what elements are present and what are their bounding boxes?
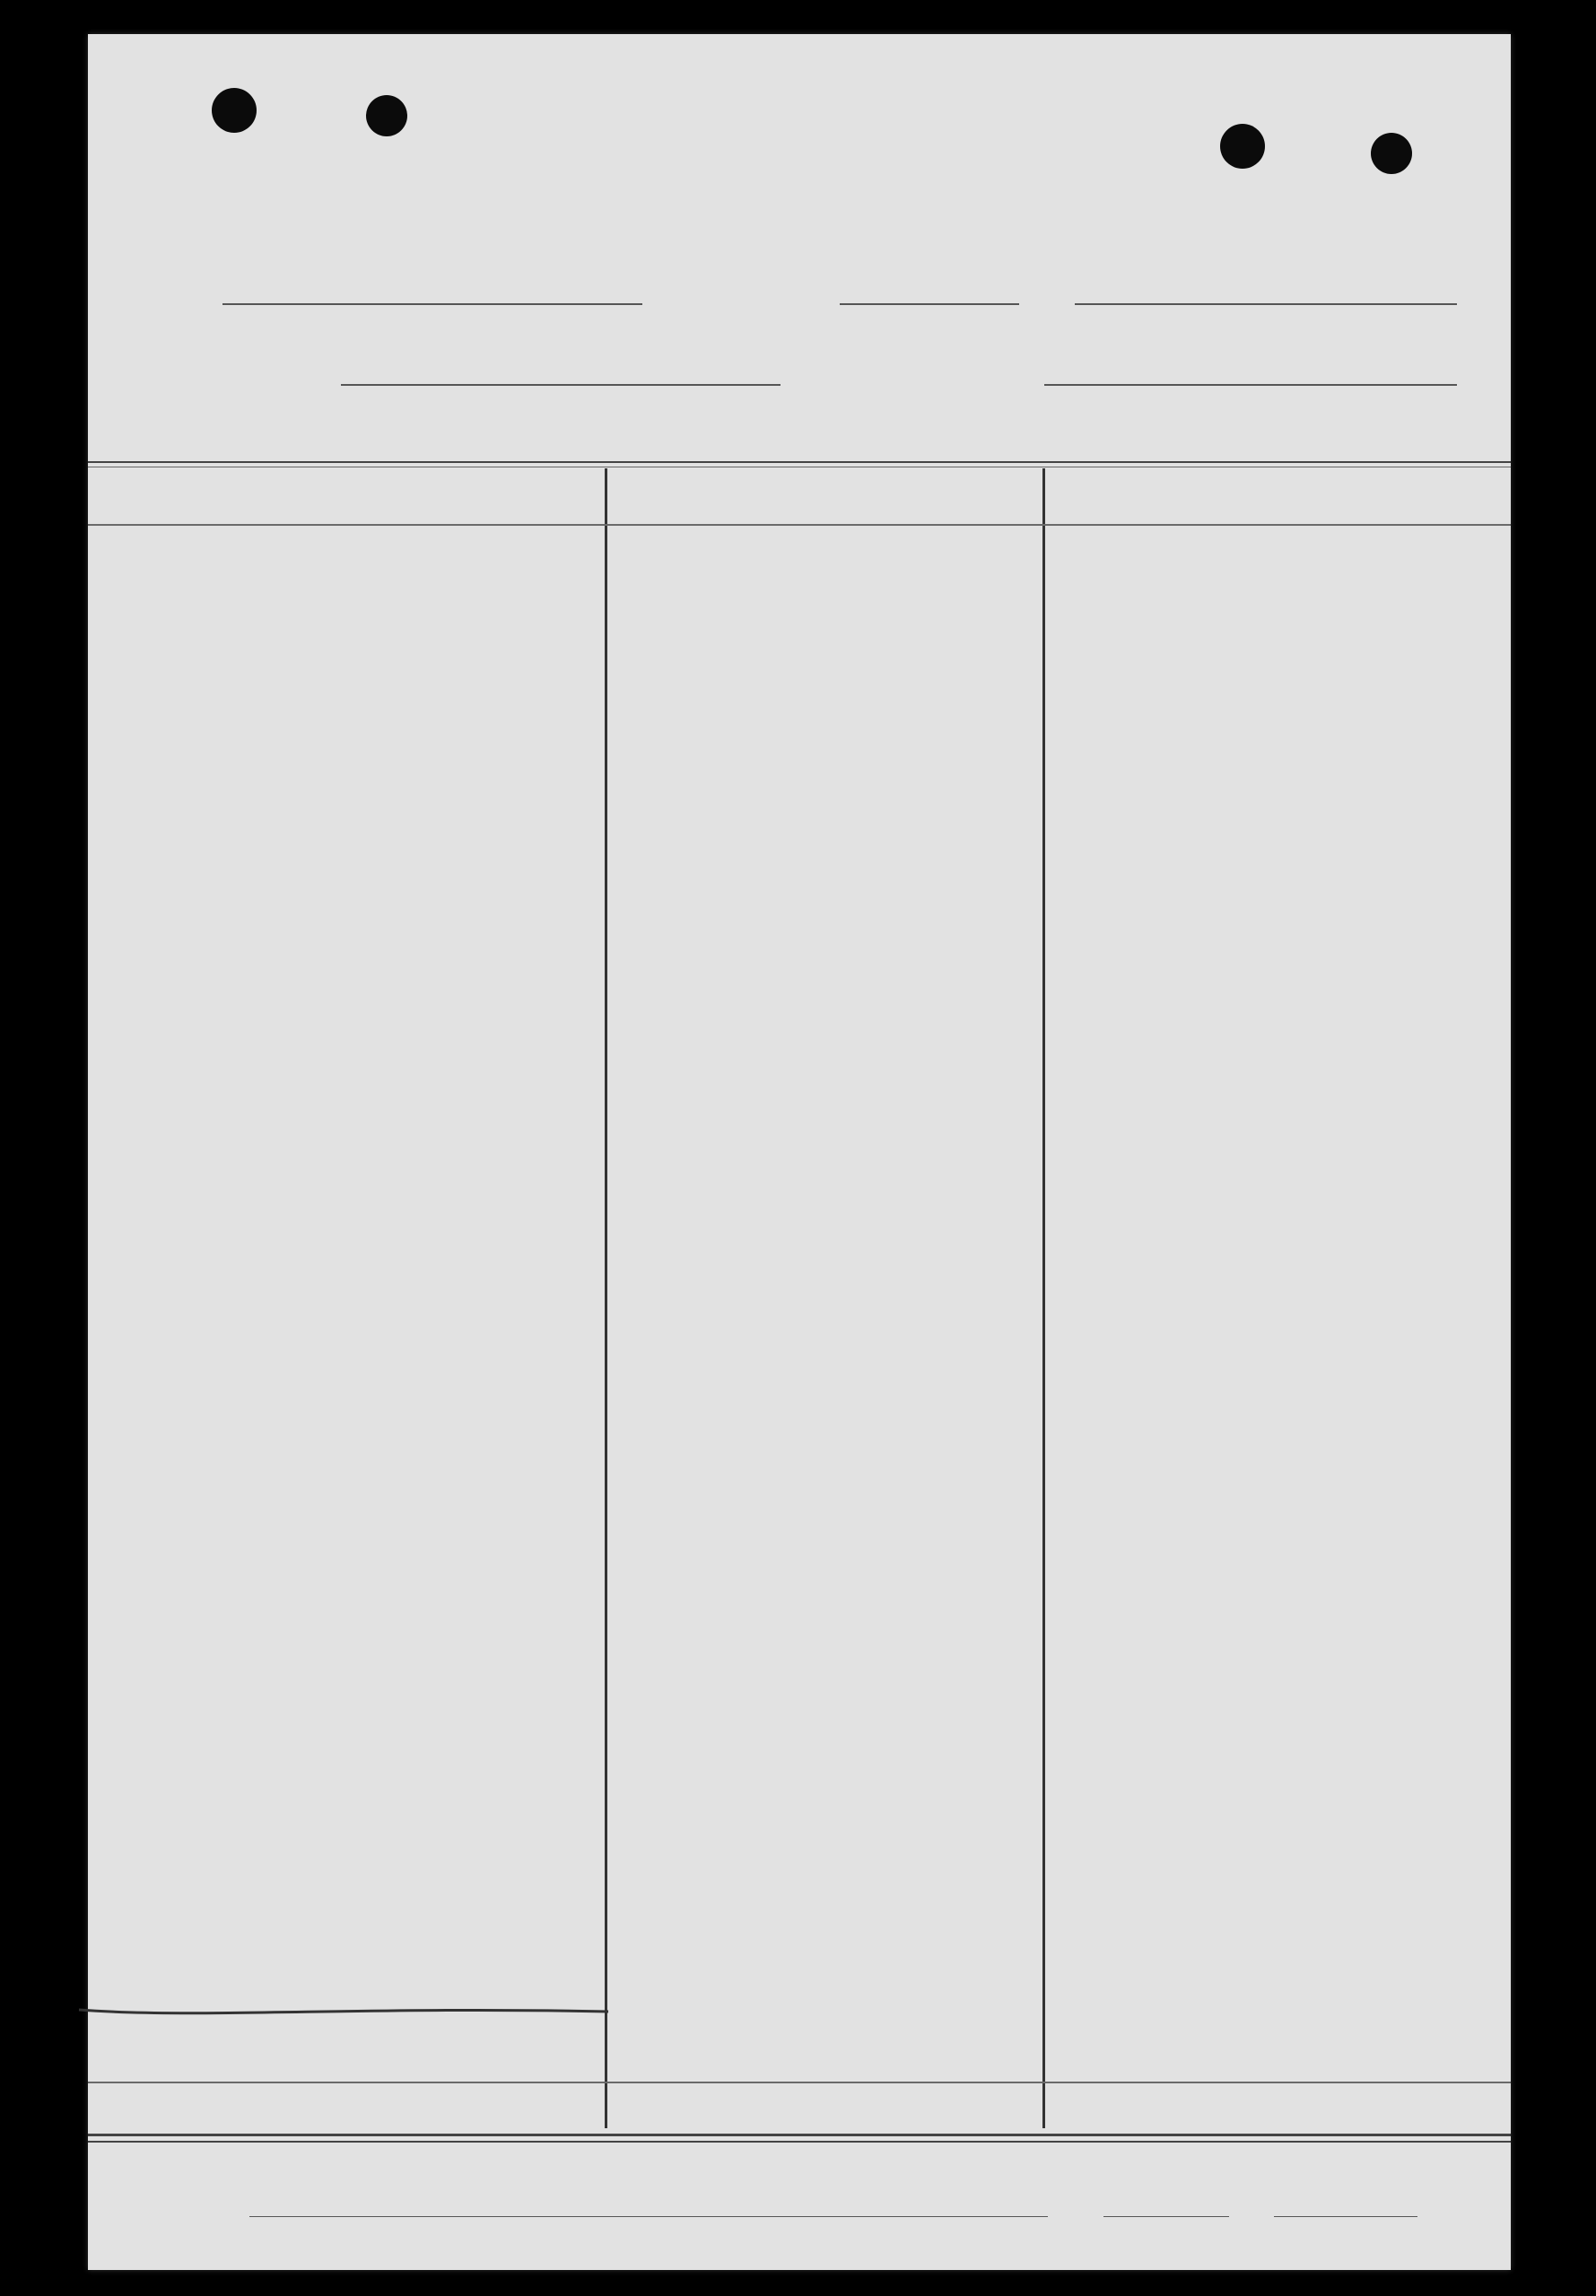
punch-hole [366,95,407,136]
punch-hole [1220,124,1265,169]
column-divider [1042,468,1045,2128]
strikethrough-line [70,1990,626,2035]
punch-hole [212,88,257,133]
punch-hole [1371,133,1412,174]
column-divider [605,468,607,2128]
manifest-sheet [88,34,1511,2270]
